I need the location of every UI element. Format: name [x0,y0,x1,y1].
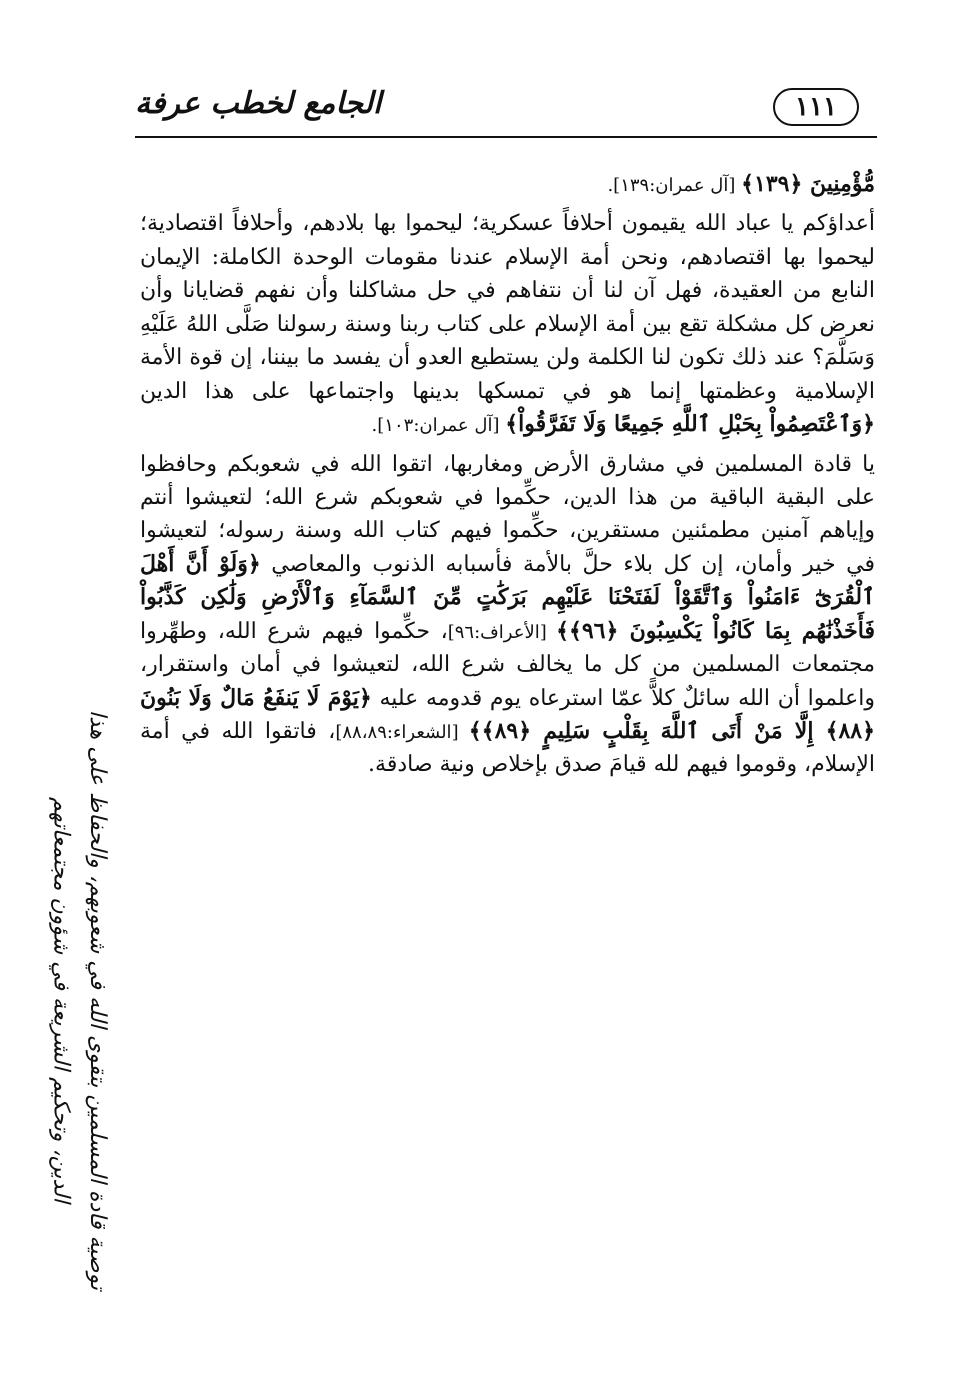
paragraph-text: أعداؤكم يا عباد الله يقيمون أحلافاً عسكرية؛ ليحموا بها بلادهم، وأحلافاً اقتصادية؛ ليحموا بها اقتصادهم، ونحن أمة الإسلام عندنا مقومات الوحدة الكاملة: الإيمان النابع من العقيدة، فهل آن لنا أن نتفاهم في حل مشاكلنا وأن نفهم قضايانا وأن نعرض كل مشكلة تقع بين أمة الإسلام على كتاب ربنا وسنة رسولنا صَلَّى اللهُ عَلَيْهِ وَسَلَّمَ؟ عند ذلك تكون لنا الكلمة ولن يستطيع العدو أن يفسد ما بيننا، إن قوة الأمة الإسلامية وعظمتها إنما هو في تمسكها بدينها واجتماعها على هذا الدين [140,211,875,404]
verse-reference: [آل عمران:١٣٩]. [607,175,742,196]
body-text [140,168,875,788]
verse-reference: [آل عمران:١٠٣]. [371,415,506,437]
page-header [135,78,877,138]
running-title: الجامع لخطب عرفة [135,86,382,121]
verse-reference: [الشعراء:٨٨،٨٩] [335,722,469,743]
paragraph [140,207,875,441]
verse-reference: [الأعراف:٩٦] [447,621,557,643]
paragraph [140,168,875,201]
quran-verse: ﴿يَوْمَ لَا يَنفَعُ مَالٌ وَلَا بَنُونَ ﴿٨٨﴾ إِلَّا مَنْ أَتَى ٱللَّهَ بِقَلْبٍ سَلِيمٍ ﴿٨٩﴾﴾ [140,684,875,744]
margin-note: توصية قادة المسلمين بتقوى الله في شعوبهم، والحفاظ على هذا الدين، وتحكيم الشريعة في شؤون مجتمعاتهم [48,709,110,1291]
paragraph-text: يا قادة المسلمين في مشارق الأرض ومغاربها، اتقوا الله في شعوبكم وحافظوا على البقية الباقية من هذا الدين، حكِّموا في شعوبكم شرع الله؛ لتعيشوا أنتم وإياهم آمنين مطمئنين مستقرين، حكِّموا فيهم كتاب الله وسنة رسوله؛ لتعيشوا في خير وأمان، إن كل بلاء حلَّ بالأمة فأسبابه الذنوب والمعاصي [140,451,875,577]
page-number: ١١١ [773,88,859,126]
quran-verse: مُّؤْمِنِينَ ﴿١٣٩﴾ [741,171,875,197]
paragraph-text: ، فاتقوا الله في أمة الإسلام، وقوموا فيهم لله قيامَ صدق بإخلاص ونية صادقة. [140,719,875,778]
quran-verse: ﴿وَلَوْ أَنَّ أَهْلَ ٱلْقُرَىٰٓ ءَامَنُواْ وَٱتَّقَوْاْ لَفَتَحْنَا عَلَيْهِم بَرَكَٰتٍ مِّنَ ٱلسَّمَآءِ وَٱلْأَرْضِ وَلَٰكِن كَذَّبُواْ فَأَخَذْنَٰهُم بِمَا كَانُواْ يَكْسِبُونَ ﴿٩٦﴾﴾ [140,550,875,644]
quran-verse: ﴿وَٱعْتَصِمُواْ بِحَبْلِ ٱللَّهِ جَمِيعًا وَلَا تَفَرَّقُواْ﴾ [505,411,875,438]
paragraph-text: ، حكِّموا فيهم شرع الله، وطهِّروا مجتمعات المسلمين من كل ما يخالف شرع الله، لتعيشوا في أمان واستقرار، واعلموا أن الله سائلٌ كلاًّ عمّا استرعاه يوم قدومه عليه [140,618,875,711]
paragraph [140,448,875,782]
